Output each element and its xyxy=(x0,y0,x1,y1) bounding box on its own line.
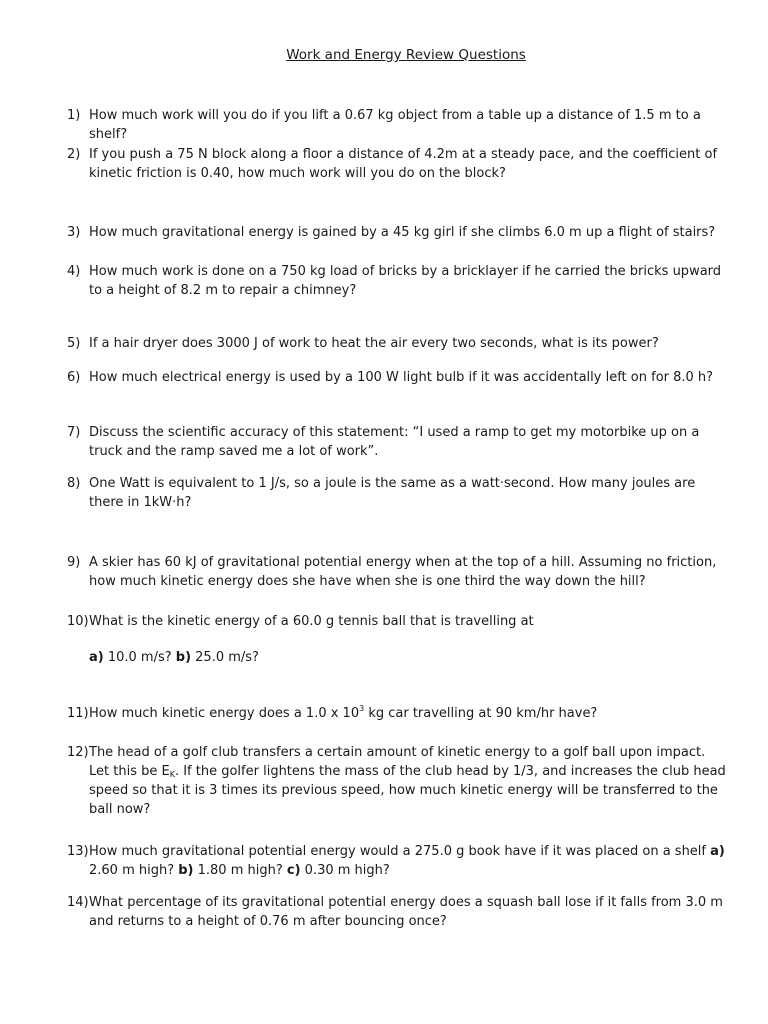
question-number: 12) xyxy=(67,745,89,760)
question-number: 5) xyxy=(67,336,81,351)
question-number: 11) xyxy=(67,706,89,721)
question-text: If you push a 75 N block along a floor a distance of 4.2m at a steady pace, and the coefficient of kinetic friction is 0.40, how much work will you do on the block? xyxy=(89,147,718,181)
question-text: One Watt is equivalent to 1 J/s, so a joule is the same as a watt·second. How many joules are there in 1kW·h? xyxy=(89,476,696,510)
question-6 xyxy=(67,368,727,387)
question-text: The head of a golf club transfers a certain amount of kinetic energy to a golf ball upon impact. Let this be $E_K$. If the golfer lightens the mass of the club head by 1/3, and increases the club head speed so that it is 3 times its previous speed, how much kinetic energy will be transferred to the ball now? xyxy=(89,745,726,817)
question-5 xyxy=(67,334,727,353)
question-4 xyxy=(67,262,727,300)
question-number: 1) xyxy=(67,108,81,123)
question-text: A skier has 60 kJ of gravitational potential energy when at the top of a hill. Assuming no friction, how much kinetic energy does she have when she is one third the way down the hill? xyxy=(89,555,717,589)
option-text: 25.0 m/s? xyxy=(191,650,259,665)
question-1 xyxy=(67,106,727,144)
question-14 xyxy=(67,893,727,931)
option-label: a) xyxy=(89,650,104,665)
question-3 xyxy=(67,223,727,242)
question-number: 6) xyxy=(67,370,81,385)
question-text: How much work is done on a 750 kg load of bricks by a bricklayer if he carried the bricks upward to a height of 8.2 m to repair a chimney? xyxy=(89,264,722,298)
question-number: 7) xyxy=(67,425,81,440)
question-9 xyxy=(67,553,727,591)
question-13 xyxy=(67,842,727,880)
question-text: How much kinetic energy does a 1.0 x $10^3$ kg car travelling at 90 km/hr have? xyxy=(89,704,598,721)
question-text: How much gravitational energy is gained by a 45 kg girl if she climbs 6.0 m up a flight of stairs? xyxy=(89,225,716,240)
question-number: 9) xyxy=(67,555,81,570)
question-12 xyxy=(67,743,727,819)
question-text: How much gravitational potential energy would a 275.0 g book have if it was placed on a shelf a) 2.60 m high? b) 1.80 m high? c) 0.30 m high? xyxy=(89,844,725,878)
question-number: 10) xyxy=(67,614,89,629)
question-10 xyxy=(67,612,727,631)
question-text: What percentage of its gravitational potential energy does a squash ball lose if it falls from 3.0 m and returns to a height of 0.76 m after bouncing once? xyxy=(89,895,723,929)
question-10-options xyxy=(89,650,259,665)
question-7 xyxy=(67,423,727,461)
page-title: Work and Energy Review Questions xyxy=(286,47,526,63)
question-text: What is the kinetic energy of a 60.0 g tennis ball that is travelling at xyxy=(89,614,534,629)
option-label: b) xyxy=(175,650,192,665)
question-number: 14) xyxy=(67,895,89,910)
question-text: If a hair dryer does 3000 J of work to heat the air every two seconds, what is its power? xyxy=(89,336,659,351)
question-number: 2) xyxy=(67,147,81,162)
question-text: How much work will you do if you lift a 0.67 kg object from a table up a distance of 1.5 m to a shelf? xyxy=(89,108,701,142)
question-11 xyxy=(67,704,727,723)
question-text: How much electrical energy is used by a 100 W light bulb if it was accidentally left on for 8.0 h? xyxy=(89,370,714,385)
question-number: 13) xyxy=(67,844,89,859)
question-number: 3) xyxy=(67,225,81,240)
question-number: 4) xyxy=(67,264,81,279)
question-8 xyxy=(67,474,727,512)
question-2 xyxy=(67,145,727,183)
question-text: Discuss the scientific accuracy of this statement: “I used a ramp to get my motorbike up on a truck and the ramp saved me a lot of work”. xyxy=(89,425,700,459)
question-number: 8) xyxy=(67,476,81,491)
option-text: 10.0 m/s? xyxy=(103,650,176,665)
